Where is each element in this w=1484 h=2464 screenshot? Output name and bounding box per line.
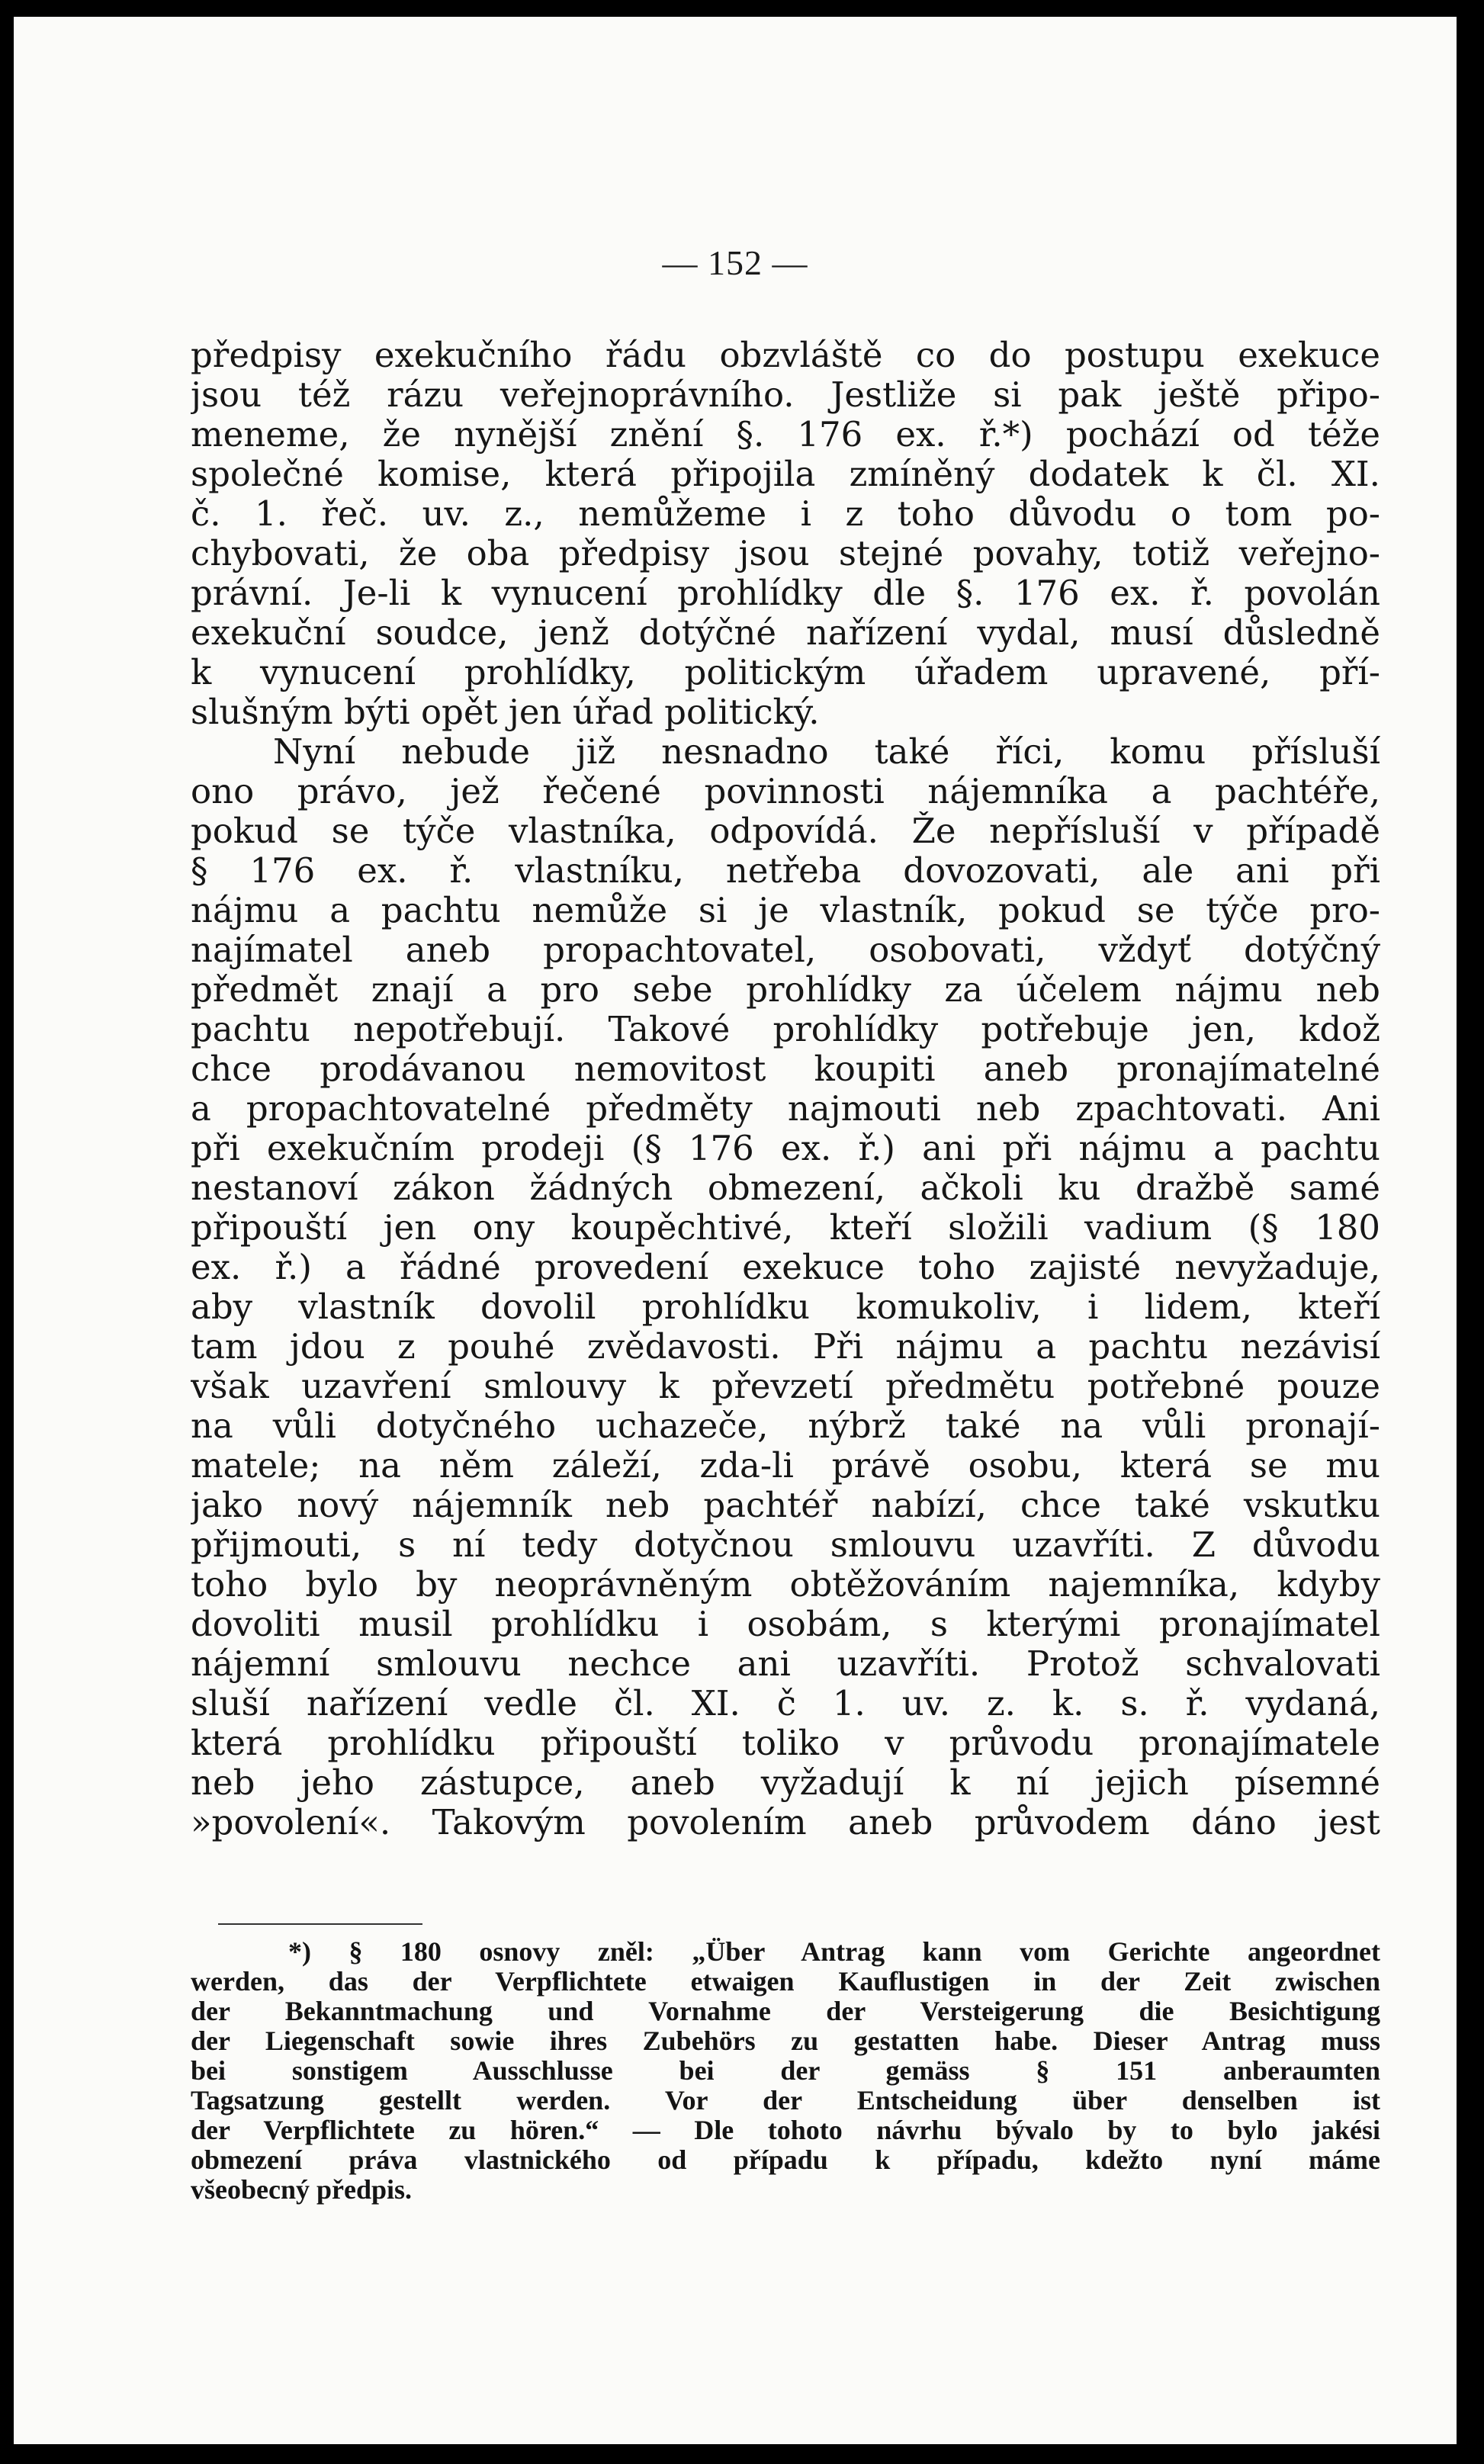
text-line: Nyní nebude již nesnadno také říci, komu přísluší bbox=[273, 732, 1380, 772]
book-page bbox=[14, 17, 1457, 2444]
text-line: jsou též rázu veřejnoprávního. Jestliže si pak ještě připo- bbox=[191, 375, 1380, 415]
footnote-line: werden, das der Verpflichtete etwaigen Kauflustigen in der Zeit zwischen bbox=[191, 1967, 1380, 1997]
text-line: při exekučním prodeji (§ 176 ex. ř.) ani při nájmu a pachtu bbox=[191, 1129, 1380, 1168]
text-line: která prohlídku připouští toliko v průvodu pronajímatele bbox=[191, 1724, 1380, 1763]
text-line: toho bylo by neoprávněným obtěžováním najemníka, kdyby bbox=[191, 1565, 1380, 1605]
text-line: »povolení«. Takovým povolením aneb průvodem dáno jest bbox=[191, 1803, 1380, 1842]
text-line: právní. Je-li k vynucení prohlídky dle §. 176 ex. ř. povolán bbox=[191, 573, 1380, 613]
text-line: pachtu nepotřebují. Takové prohlídky potřebuje jen, kdož bbox=[191, 1010, 1380, 1049]
text-line: § 176 ex. ř. vlastníku, netřeba dovozovati, ale ani při bbox=[191, 851, 1380, 891]
text-line: pokud se týče vlastníka, odpovídá. Že nepřísluší v případě bbox=[191, 811, 1380, 851]
text-line: matele; na něm záleží, zda-li právě osobu, která se mu bbox=[191, 1446, 1380, 1486]
text-line: nájmu a pachtu nemůže si je vlastník, pokud se týče pro- bbox=[191, 891, 1380, 930]
text-line: na vůli dotyčného uchazeče, nýbrž také na vůli pronají- bbox=[191, 1406, 1380, 1446]
text-line: aby vlastník dovolil prohlídku komukoliv, i lidem, kteří bbox=[191, 1287, 1380, 1327]
footnote-line: bei sonstigem Ausschlusse bei der gemäss § 151 anberaumten bbox=[191, 2056, 1380, 2086]
text-line: a propachtovatelné předměty najmouti neb zpachtovati. Ani bbox=[191, 1089, 1380, 1129]
footnote-line: obmezení práva vlastnického od případu k případu, kdežto nyní máme bbox=[191, 2145, 1380, 2175]
text-line: předmět znají a pro sebe prohlídky za účelem nájmu neb bbox=[191, 970, 1380, 1010]
text-line: dovoliti musil prohlídku i osobám, s kterými pronajímatel bbox=[191, 1605, 1380, 1644]
text-line: ex. ř.) a řádné provedení exekuce toho zajisté nevyžaduje, bbox=[191, 1248, 1380, 1287]
text-line: jako nový nájemník neb pachtéř nabízí, chce také vskutku bbox=[191, 1486, 1380, 1525]
text-line: exekuční soudce, jenž dotýčné nařízení vydal, musí důsledně bbox=[191, 613, 1380, 653]
text-line: přijmouti, s ní tedy dotyčnou smlouvu uzavříti. Z důvodu bbox=[191, 1525, 1380, 1565]
text-line: chce prodávanou nemovitost koupiti aneb pronajímatelné bbox=[191, 1049, 1380, 1089]
text-line: meneme, že nynější znění §. 176 ex. ř.*) pochází od téže bbox=[191, 415, 1380, 455]
text-line: společné komise, která připojila zmíněný dodatek k čl. XI. bbox=[191, 455, 1380, 494]
text-line: najímatel aneb propachtovatel, osobovati, vždyť dotýčný bbox=[191, 930, 1380, 970]
footnote-divider bbox=[218, 1923, 422, 1925]
footnote-line: der Bekanntmachung und Vornahme der Versteigerung die Besichtigung bbox=[191, 1997, 1380, 2026]
text-line: k vynucení prohlídky, politickým úřadem upravené, pří- bbox=[191, 653, 1380, 692]
footnote-line: der Liegenschaft sowie ihres Zubehörs zu gestatten habe. Dieser Antrag muss bbox=[191, 2026, 1380, 2056]
footnote-line: *) § 180 osnovy zněl: „Über Antrag kann vom Gerichte angeordnet bbox=[288, 1937, 1380, 1967]
text-line: tam jdou z pouhé zvědavosti. Při nájmu a pachtu nezávisí bbox=[191, 1327, 1380, 1367]
text-line: však uzavření smlouvy k převzetí předmětu potřebné pouze bbox=[191, 1367, 1380, 1406]
text-line: nestanoví zákon žádných obmezení, ačkoli ku dražbě samé bbox=[191, 1168, 1380, 1208]
text-line: neb jeho zástupce, aneb vyžadují k ní jejich písemné bbox=[191, 1763, 1380, 1803]
text-line: sluší nařízení vedle čl. XI. č 1. uv. z. k. s. ř. vydaná, bbox=[191, 1684, 1380, 1724]
text-line: předpisy exekučního řádu obzvláště co do postupu exekuce bbox=[191, 336, 1380, 375]
footnote-line: všeobecný předpis. bbox=[191, 2175, 413, 2205]
text-line: č. 1. řeč. uv. z., nemůžeme i z toho důvodu o tom po- bbox=[191, 494, 1380, 534]
footnote bbox=[191, 1937, 1380, 2205]
text-line: nájemní smlouvu nechce ani uzavříti. Protož schvalovati bbox=[191, 1644, 1380, 1684]
text-line: slušným býti opět jen úřad politický. bbox=[191, 692, 820, 732]
footnote-line: Tagsatzung gestellt werden. Vor der Entscheidung über denselben ist bbox=[191, 2086, 1380, 2115]
text-line: připouští jen ony koupěchtivé, kteří složili vadium (§ 180 bbox=[191, 1208, 1380, 1248]
page-number: — 152 — bbox=[662, 243, 808, 282]
text-line: ono právo, jež řečené povinnosti nájemníka a pachtéře, bbox=[191, 772, 1380, 811]
footnote-line: der Verpflichtete zu hören.“ — Dle tohoto návrhu bývalo by to bylo jakési bbox=[191, 2115, 1380, 2145]
body-text bbox=[191, 336, 1380, 1842]
text-line: chybovati, že oba předpisy jsou stejné povahy, totiž veřejno- bbox=[191, 534, 1380, 573]
